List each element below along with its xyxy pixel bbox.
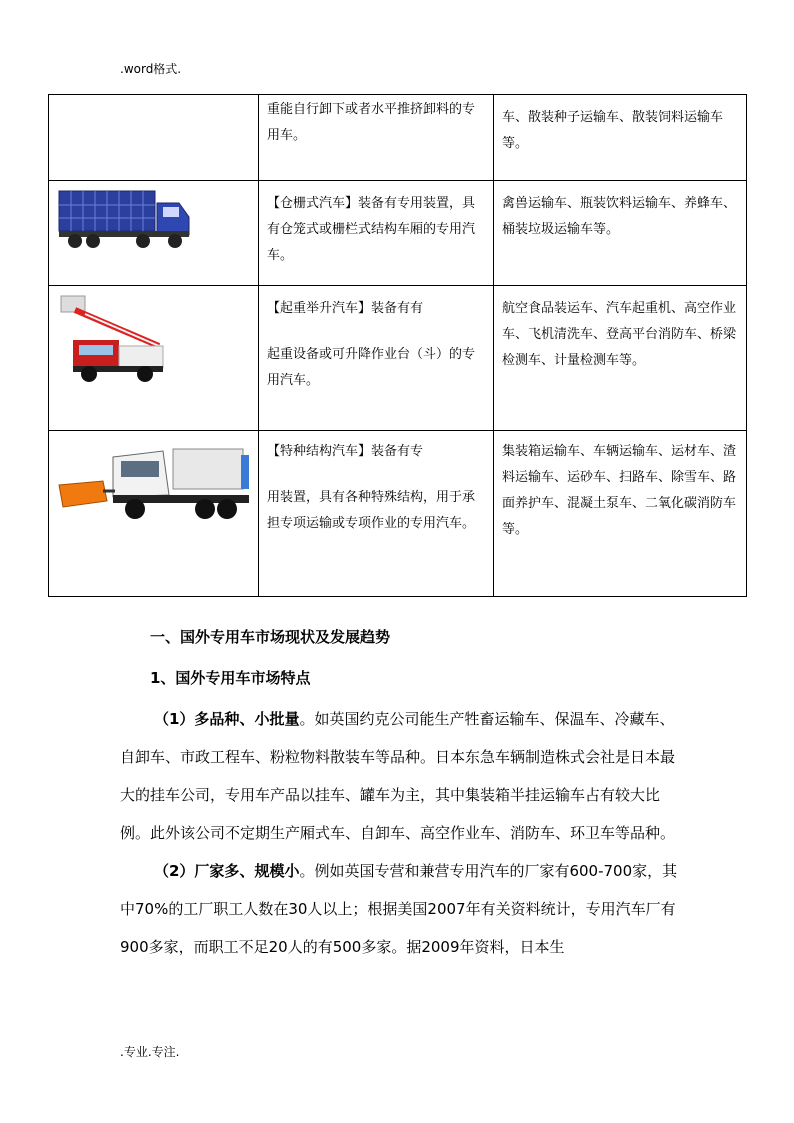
- cargo-truck-image: [55, 185, 195, 255]
- subsection-heading: 1、国外专用车市场特点: [150, 669, 311, 687]
- description-text: 重能自行卸下或者水平推挤卸料的专用车。: [267, 102, 476, 143]
- paragraph-text: 。例如英国专营和兼营专用汽车的厂家有600-700家，其中70%的工厂职工人数在30人以上；根据美国2007年有关资料统计，专用汽车厂有900多家，而职工不足20人的有500多家。据2009年资料，日本生: [120, 862, 678, 956]
- examples-cell: [494, 181, 747, 286]
- description-text: 用装置，具有各种特殊结构，用于承担专项运输或专项作业的专用汽车。: [267, 490, 476, 531]
- vehicle-type-table: [48, 94, 747, 597]
- description-text: 【仓栅式汽车】装备有专用装置，具有仓笼式或栅栏式结构车厢的专用汽车。: [267, 196, 476, 263]
- table-row: [49, 181, 747, 286]
- examples-cell: [494, 95, 747, 181]
- section-heading: 一、国外专用车市场现状及发展趋势: [150, 628, 391, 646]
- image-cell: [49, 181, 259, 286]
- examples-cell: [494, 431, 747, 597]
- table-row: [49, 286, 747, 431]
- examples-text: 集装箱运输车、车辆运输车、运材车、渣料运输车、运砂车、扫路车、除雪车、路面养护车、混凝土泵车、二氧化碳消防车等。: [502, 444, 737, 537]
- image-cell: [49, 286, 259, 431]
- page-footer: .专业.专注.: [120, 1045, 180, 1059]
- paragraph: [120, 700, 680, 852]
- description-cell: [259, 431, 494, 597]
- paragraph-lead: （1）多品种、小批量: [154, 710, 300, 728]
- description-text: 起重设备或可升降作业台（斗）的专用汽车。: [267, 347, 476, 388]
- description-text: 【起重举升汽车】装备有有: [267, 301, 424, 316]
- description-text: 【特种结构汽车】装备有专: [267, 444, 424, 459]
- examples-cell: [494, 286, 747, 431]
- table-row: [49, 431, 747, 597]
- examples-text: 航空食品装运车、汽车起重机、高空作业车、飞机清洗车、登高平台消防车、桥梁检测车、计量检测车等。: [502, 301, 737, 368]
- image-cell: [49, 95, 259, 181]
- snowplow-truck-image: [55, 435, 255, 531]
- description-cell: [259, 181, 494, 286]
- aerial-lift-truck-image: [55, 290, 165, 386]
- paragraph-lead: （2）厂家多、规模小: [154, 862, 300, 880]
- examples-text: 禽兽运输车、瓶装饮料运输车、养蜂车、桶装垃圾运输车等。: [502, 196, 737, 237]
- description-cell: [259, 286, 494, 431]
- page-header: .word格式.: [120, 62, 182, 76]
- table-row: [49, 95, 747, 181]
- image-cell: [49, 431, 259, 597]
- paragraph-text: 。如英国约克公司能生产牲畜运输车、保温车、冷藏车、自卸车、市政工程车、粉粒物料散装车等品种。日本东急车辆制造株式会社是日本最大的挂车公司，专用车产品以挂车、罐车为主，其中集装箱半挂运输车占有较大比例。此外该公司不定期生产厢式车、自卸车、高空作业车、消防车、环卫车等品种。: [120, 710, 676, 842]
- description-cell: [259, 95, 494, 181]
- body-paragraphs: [120, 700, 680, 966]
- examples-text: 车、散装种子运输车、散装饲料运输车等。: [502, 110, 724, 151]
- paragraph: [120, 852, 680, 966]
